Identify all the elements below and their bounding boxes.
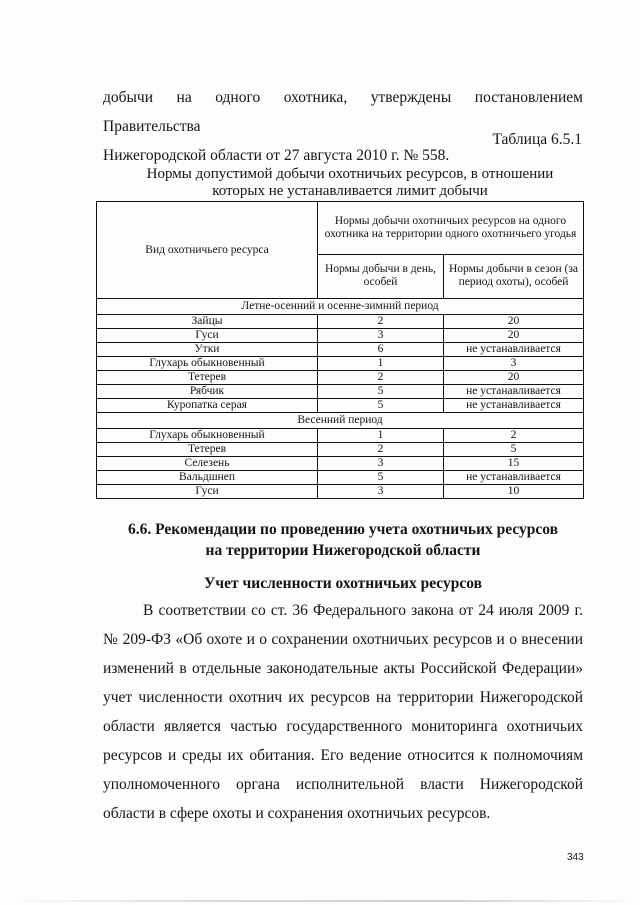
cell-per-day: 1 (318, 357, 444, 371)
cell-per-day: 2 (318, 371, 444, 385)
cell-resource-kind: Вальдшнеп (97, 471, 318, 485)
header-resource-kind: Вид охотничьего ресурса (97, 202, 318, 299)
table-row (97, 385, 584, 399)
hunting-norms-table (96, 201, 584, 499)
cell-resource-kind: Глухарь обыкновенный (97, 429, 318, 443)
table-row (97, 429, 584, 443)
table-row (97, 371, 584, 385)
section-title: Летне-осенний и осенне-зимний период (97, 299, 584, 315)
cell-per-day: 3 (318, 457, 444, 471)
cell-per-day: 2 (318, 315, 444, 329)
intro-paragraph (103, 83, 583, 170)
header-norms-group: Нормы добычи охотничьих ресурсов на одного охотника на территории одного охотничьего угодья (318, 202, 584, 255)
cell-per-day: 5 (318, 385, 444, 399)
section-heading (103, 519, 583, 561)
section-heading-line-2: на территории Нижегородской области (205, 542, 481, 559)
cell-per-season: 20 (444, 329, 584, 343)
cell-resource-kind: Тетерев (97, 371, 318, 385)
cell-per-day: 3 (318, 329, 444, 343)
intro-line-1: добычи на одного охотника, утверждены постановлением Правительства (103, 89, 583, 135)
subheading: Учет численности охотничьих ресурсов (204, 575, 482, 592)
table-row (97, 357, 584, 371)
table-row (97, 443, 584, 457)
cell-per-day: 5 (318, 471, 444, 485)
table-row (97, 343, 584, 357)
cell-per-day: 3 (318, 485, 444, 499)
cell-per-season: 20 (444, 371, 584, 385)
table-label: Таблица 6.5.1 (492, 131, 582, 148)
intro-line-2: Нижегородской области от 27 августа 2010 г. № 558. (103, 147, 450, 164)
cell-per-season: не устанавливается (444, 385, 584, 399)
header-per-season: Нормы добычи в сезон (за период охоты), особей (444, 254, 584, 298)
cell-per-season: не устанавливается (444, 343, 584, 357)
cell-per-day: 6 (318, 343, 444, 357)
cell-per-day: 1 (318, 429, 444, 443)
section-heading-line-1: 6.6. Рекомендации по проведению учета охотничьих ресурсов (127, 521, 559, 538)
cell-per-season: не устанавливается (444, 399, 584, 413)
table-section-row (97, 413, 584, 429)
table-row (97, 485, 584, 499)
body-paragraph: В соответствии со ст. 36 Федерального закона от 24 июля 2009 г. № 209-ФЗ «Об охоте и о сохранении охотничьих ресурсов и о внесении изменений в отдельные законодательные акты Российской Федерации» учет численности охотнич их ресурсов на территории Нижегородской области является частью государственного мониторинга охотничьих ресурсов и среды их обитания. Его ведение относится к полномочиям уполномоченного органа исполнительной власти Нижегородской области в сфере охоты и сохранения охотничьих ресурсов. (103, 602, 583, 822)
cell-per-season: 3 (444, 357, 584, 371)
cell-resource-kind: Гуси (97, 329, 318, 343)
cell-per-season: не устанавливается (444, 471, 584, 485)
cell-per-season: 10 (444, 485, 584, 499)
table-row (97, 315, 584, 329)
cell-resource-kind: Селезень (97, 457, 318, 471)
cell-per-season: 2 (444, 429, 584, 443)
header-per-day: Нормы добычи в день, особей (318, 254, 444, 298)
table-row (97, 471, 584, 485)
cell-per-season: 5 (444, 443, 584, 457)
cell-per-day: 2 (318, 443, 444, 457)
cell-resource-kind: Куропатка серая (97, 399, 318, 413)
cell-per-season: 20 (444, 315, 584, 329)
table-header-row (97, 202, 584, 255)
table-row (97, 457, 584, 471)
table-title: Нормы допустимой добычи охотничьих ресурсов, в отношении которых не устанавливается лимит добычи (146, 166, 554, 199)
cell-per-day: 5 (318, 399, 444, 413)
cell-resource-kind: Гуси (97, 485, 318, 499)
table-section-row (97, 299, 584, 315)
cell-per-season: 15 (444, 457, 584, 471)
page-number: 343 (567, 852, 584, 863)
cell-resource-kind: Утки (97, 343, 318, 357)
cell-resource-kind: Глухарь обыкновенный (97, 357, 318, 371)
cell-resource-kind: Рябчик (97, 385, 318, 399)
section-title: Весенний период (97, 413, 584, 429)
table-row (97, 399, 584, 413)
cell-resource-kind: Тетерев (97, 443, 318, 457)
scan-edge-divider (0, 900, 640, 902)
table-row (97, 329, 584, 343)
cell-resource-kind: Зайцы (97, 315, 318, 329)
